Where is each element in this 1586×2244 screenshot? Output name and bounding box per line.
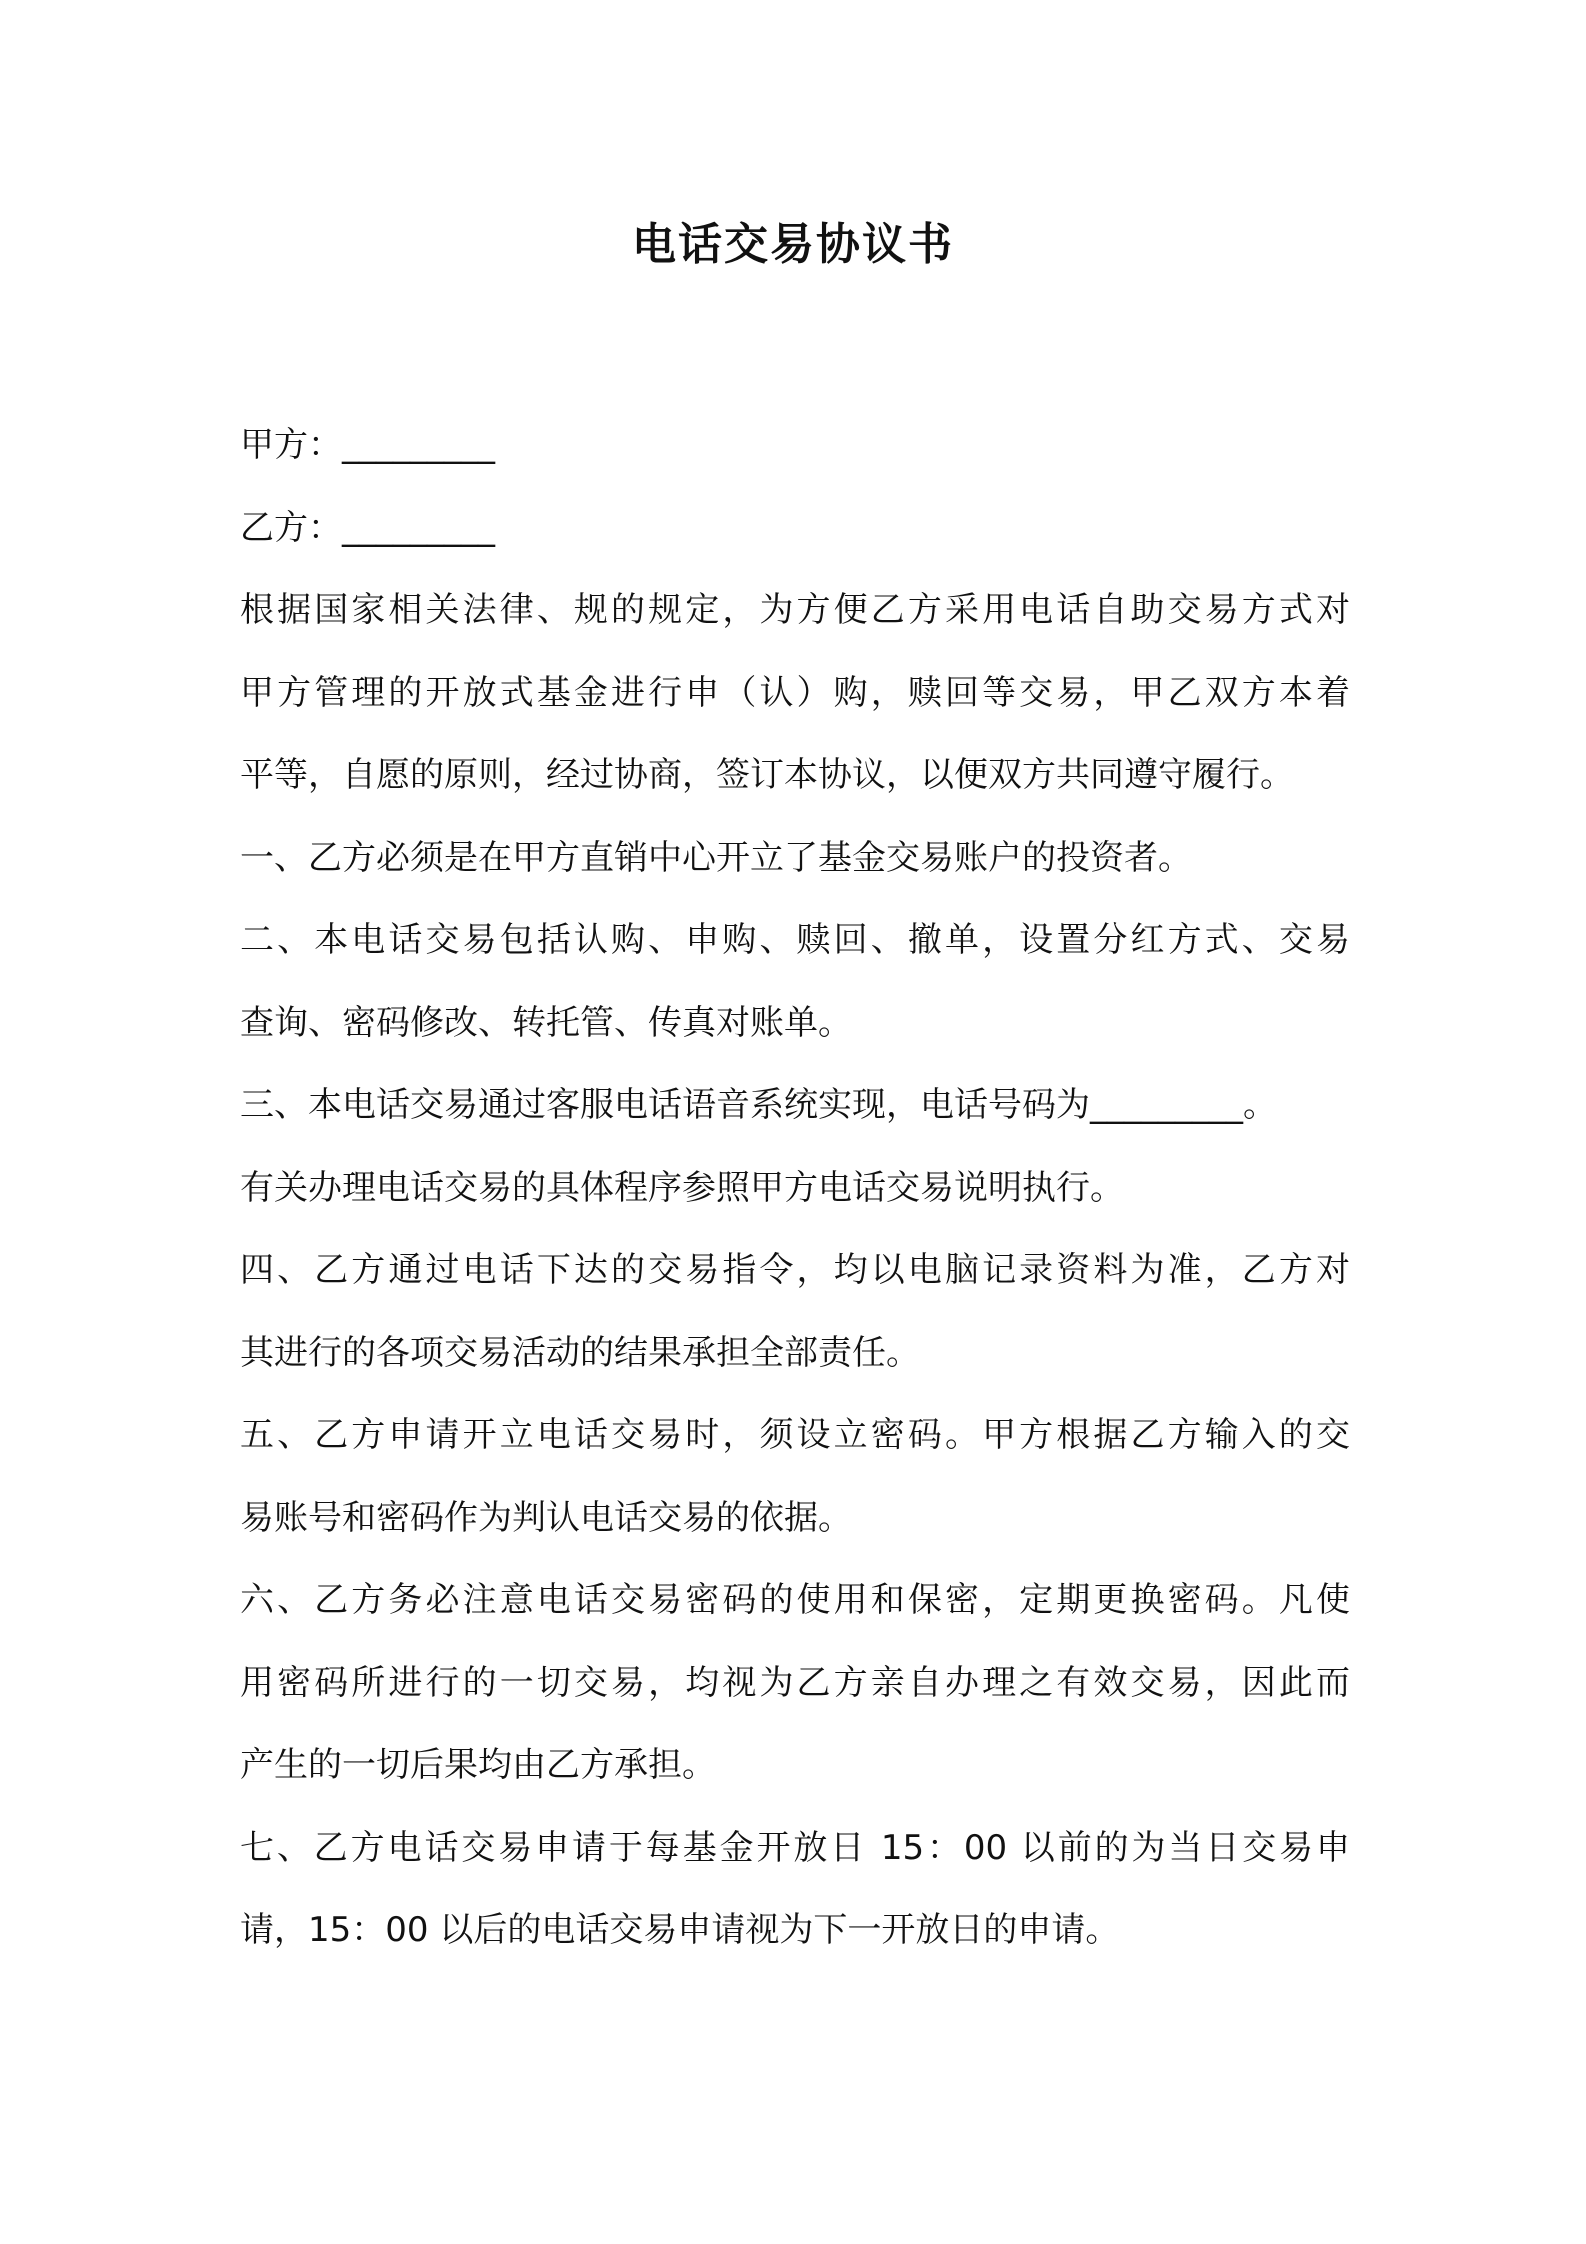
paragraph-line: 根据国家相关法律、规的规定，为方便乙方采用电话自助交易方式对 — [240, 590, 1350, 630]
clause-line: 六、乙方务必注意电话交易密码的使用和保密，定期更换密码。凡使 — [240, 1580, 1350, 1620]
paragraph-line: 平等，自愿的原则，经过协商，签订本协议，以便双方共同遵守履行。 — [240, 755, 1294, 795]
party-b-line: 乙方：_________ — [240, 507, 495, 548]
paragraph-line: 甲方管理的开放式基金进行申（认）购，赎回等交易，甲乙双方本着 — [240, 672, 1350, 713]
document-title: 电话交易协议书 — [632, 219, 954, 270]
clause-line: 三、本电话交易通过客服电话语音系统实现，电话号码为_________。 — [240, 1085, 1277, 1125]
clause-line: 七、乙方电话交易申请于每基金开放日 15：00 以前的为当日交易申 — [240, 1827, 1350, 1868]
clause-line: 请，15：00 以后的电话交易申请视为下一开放日的申请。 — [240, 1910, 1120, 1950]
document-body — [240, 404, 1350, 1972]
clause-line: 二、本电话交易包括认购、申购、赎回、撤单，设置分红方式、交易 — [240, 920, 1350, 960]
clause-line: 一、乙方必须是在甲方直销中心开立了基金交易账户的投资者。 — [240, 837, 1192, 878]
clause-line: 产生的一切后果均由乙方承担。 — [240, 1745, 716, 1785]
clause-line: 用密码所进行的一切交易，均视为乙方亲自办理之有效交易，因此而 — [240, 1662, 1350, 1703]
clause-line: 其进行的各项交易活动的结果承担全部责任。 — [240, 1332, 920, 1373]
clause-line: 易账号和密码作为判认电话交易的依据。 — [240, 1497, 852, 1538]
clause-line: 查询、密码修改、转托管、传真对账单。 — [240, 1002, 852, 1043]
clause-line: 四、乙方通过电话下达的交易指令，均以电脑记录资料为准，乙方对 — [240, 1250, 1350, 1290]
party-a-line: 甲方：_________ — [240, 425, 495, 465]
clause-line: 五、乙方申请开立电话交易时，须设立密码。甲方根据乙方输入的交 — [240, 1415, 1350, 1455]
clause-line: 有关办理电话交易的具体程序参照甲方电话交易说明执行。 — [240, 1167, 1124, 1208]
